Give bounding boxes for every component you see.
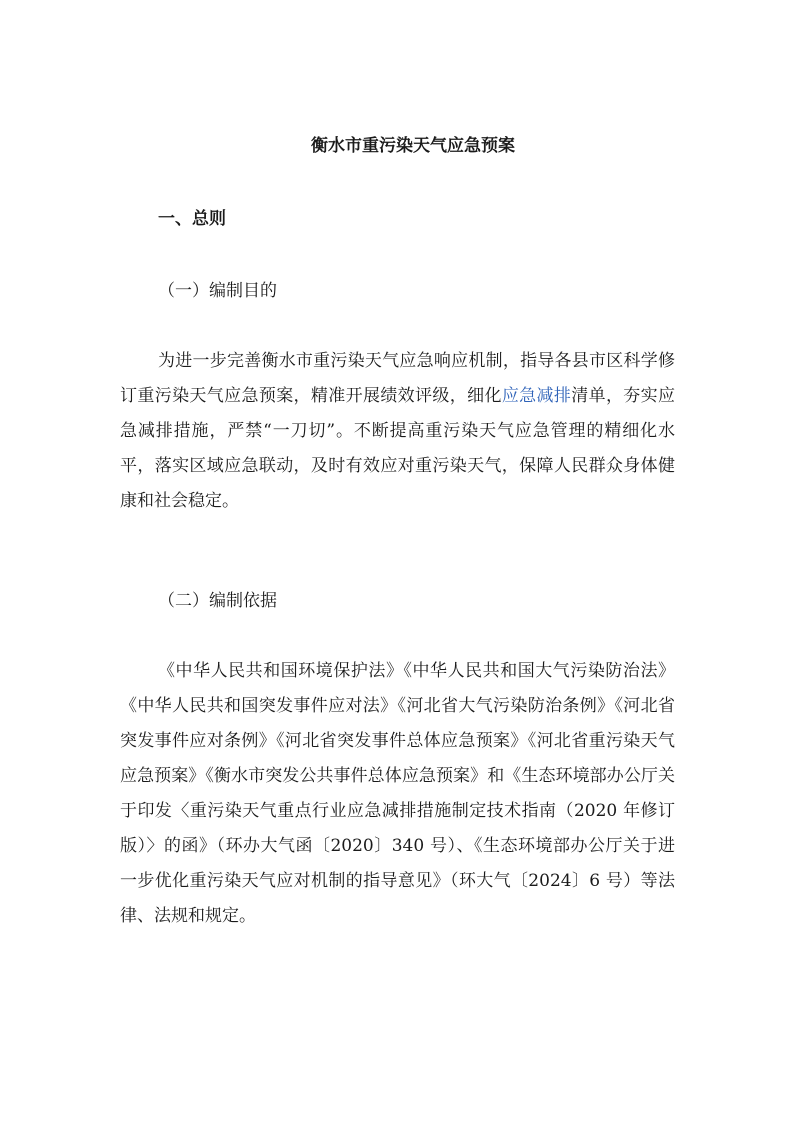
section-heading-general: 一、总则 [158,209,226,229]
paragraph-purpose-text-2: 清单，夯实应急减排措施，严禁“一刀切”。不断提高重污染天气应急管理的精细化水平，落实区域应急联动，及时有效应对重污染天气，保障人民群众身体健康和社会稳定。 [120,386,676,511]
document-title: 衡水市重污染天气应急预案 [311,136,515,156]
paragraph-purpose [120,344,675,519]
emergency-reduction-link[interactable]: 应急减排 [501,386,572,406]
paragraph-purpose-text-1: 为进一步完善衡水市重污染天气应急响应机制，指导各县市区科学修订重污染天气应急预案，精准开展绩效评级，细化 [120,351,675,406]
subsection-heading-purpose: （一）编制目的 [158,281,277,301]
subsection-heading-basis: （二）编制依据 [158,591,277,611]
paragraph-basis: 《中华人民共和国环境保护法》《中华人民共和国大气污染防治法》《中华人民共和国突发事件应对法》《河北省大气污染防治条例》《河北省突发事件应对条例》《河北省突发事件总体应急预案》《河北省重污染天气应急预案》《衡水市突发公共事件总体应急预案》和《生态环境部办公厅关于印发〈重污染天气重点行业应急减排措施制定技术指南（2020 年修订版）〉的函》（环办大气函〔2020〕340 号）、《生态环境部办公厅关于进一步优化重污染天气应对机制的指导意见》（环大气〔2024〕6 号）等法律、法规和规定。 [120,661,675,926]
